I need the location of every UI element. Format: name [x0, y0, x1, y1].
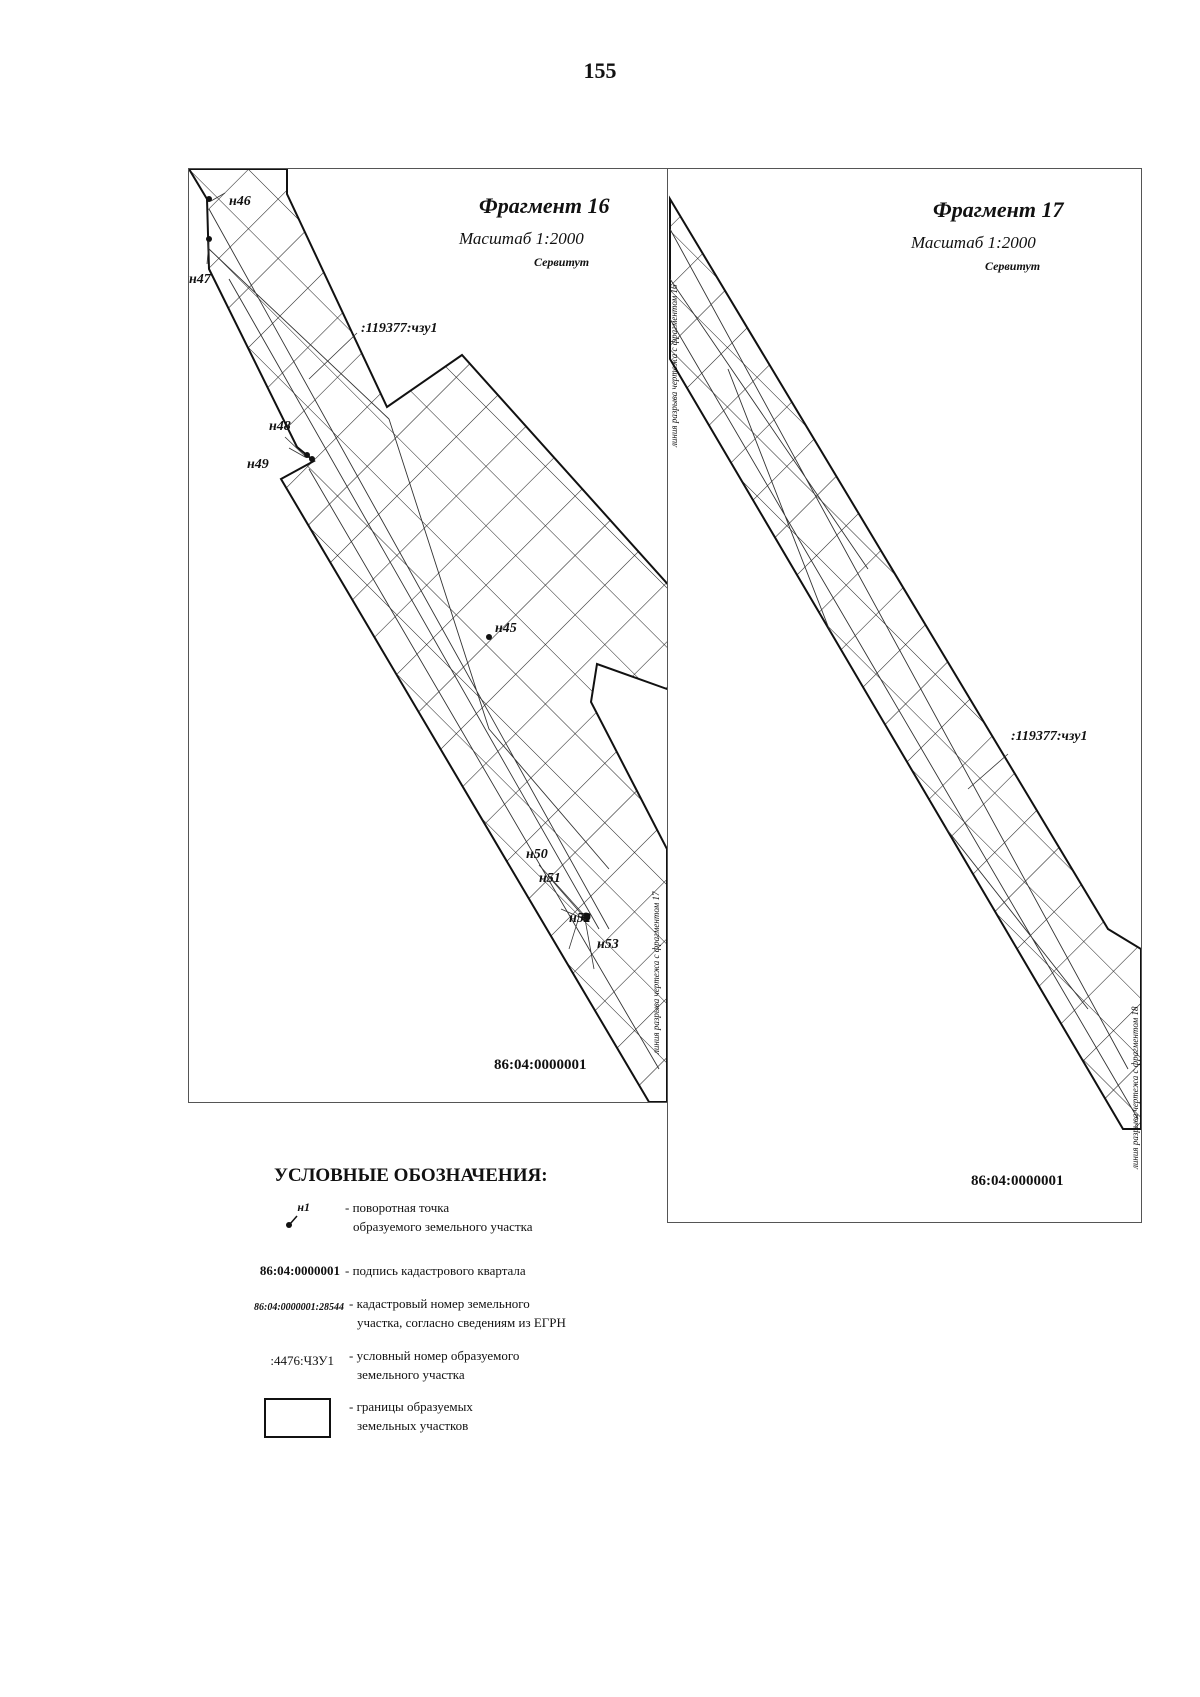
- legend-conditional-number-symbol: :4476:ЧЗУ1: [270, 1353, 334, 1368]
- legend-text: - подпись кадастрового квартала: [345, 1263, 526, 1278]
- point-label-n52: н52: [569, 911, 591, 926]
- legend-point-symbol-label: н1: [297, 1200, 310, 1214]
- point-label-n51: н51: [539, 871, 561, 886]
- break-line-note-bottom: линия разрыва чертежа с фрагментом 18: [1130, 1006, 1140, 1169]
- turning-point-icon: [285, 1214, 301, 1230]
- legend-text: - кадастровый номер земельного участка, согласно сведениям из ЕГРН: [349, 1296, 566, 1330]
- fragment-17-drawing: [668, 169, 1141, 1222]
- cadastral-quarter-label: 86:04:0000001: [494, 1057, 587, 1073]
- fragment-16-drawing: [189, 169, 667, 1102]
- map-fragment-16: [188, 168, 668, 1103]
- fragment-17-scale: Масштаб 1:2000: [911, 233, 1036, 252]
- legend-quarter-symbol: 86:04:0000001: [259, 1263, 340, 1278]
- point-label-n53: н53: [597, 937, 619, 952]
- break-line-note: линия разрыва чертежа с фрагментом 17: [651, 891, 661, 1054]
- point-label-n47: н47: [189, 272, 211, 287]
- legend-text: - границы образуемых земельных участков: [349, 1399, 473, 1433]
- fragment-16-scale: Масштаб 1:2000: [459, 229, 584, 248]
- point-label-n48: н48: [269, 419, 291, 434]
- point-label-n45: н45: [495, 621, 517, 636]
- break-line-note-top: линия разрыва чертежа с фрагментом 16: [669, 284, 679, 447]
- parcel-label: :119377:чзу1: [1011, 729, 1088, 744]
- parcel-servitude-area: [670, 199, 1141, 1129]
- cadastral-quarter-label: 86:04:0000001: [971, 1173, 1064, 1189]
- point-label-n46: н46: [229, 194, 251, 209]
- legend-text: - поворотная точка образуемого земельного участка: [345, 1200, 533, 1234]
- fragment-17-title: Фрагмент 17: [933, 197, 1064, 222]
- legend-text: - условный номер образуемого земельного участка: [349, 1348, 520, 1382]
- legend-title: УСЛОВНЫЕ ОБОЗНАЧЕНИЯ:: [274, 1165, 548, 1186]
- boundary-symbol: [264, 1398, 331, 1438]
- parcel-servitude-area: [189, 169, 667, 1102]
- page-number: 155: [583, 58, 617, 83]
- point-label-n50: н50: [526, 847, 548, 862]
- fragment-17-servitude: Сервитут: [985, 259, 1041, 273]
- map-fragment-17: [667, 168, 1142, 1223]
- fragment-16-title: Фрагмент 16: [479, 193, 610, 218]
- parcel-label: :119377:чзу1: [361, 321, 438, 336]
- point-label-n49: н49: [247, 457, 269, 472]
- fragment-16-servitude: Сервитут: [534, 255, 590, 269]
- legend-cadastral-number-symbol: 86:04:0000001:28544: [254, 1302, 344, 1313]
